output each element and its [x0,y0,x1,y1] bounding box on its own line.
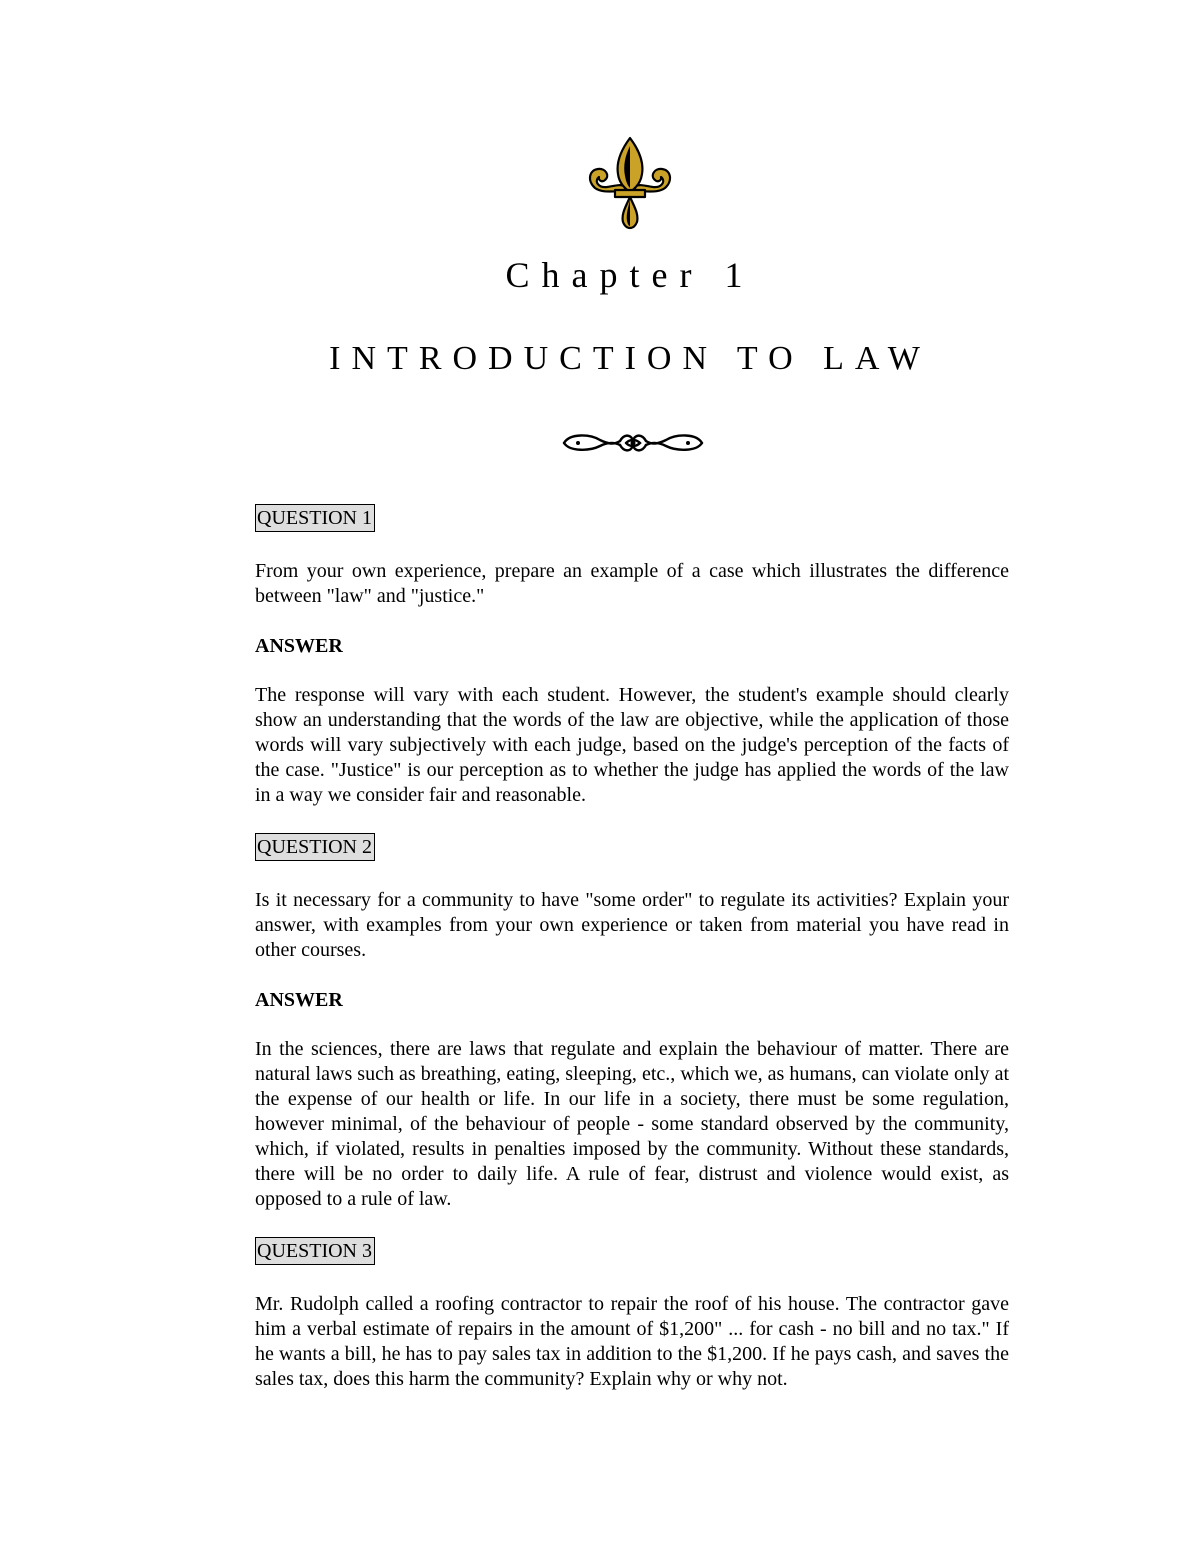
question-label: QUESTION 3 [255,1237,375,1265]
answer-label: ANSWER [255,989,343,1011]
document-content [255,504,1009,1392]
chapter-subtitle: INTRODUCTION TO LAW [329,340,931,377]
answer-label: ANSWER [255,635,343,657]
chapter-title: Chapter 1 [505,255,755,295]
question-text: Mr. Rudolph called a roofing contractor to repair the roof of his house. The contractor gave him a verbal estimate of repairs in the amount of $1,200" ... for cash - no bill and no tax." If he wants a bill, he has to pay sales tax in addition to the $1,200. If he pays cash, and saves the sales tax, does this harm the community? Explain why or why not. [255,1293,1009,1390]
question-label: QUESTION 2 [255,833,375,861]
question-text: Is it necessary for a community to have "some order" to regulate its activities? Explain your answer, with examples from your own experience or taken from material you have read in other courses. [255,889,1009,961]
answer-text: In the sciences, there are laws that regulate and explain the behaviour of matter. There are natural laws such as breathing, eating, sleeping, etc., which we, as humans, can violate only at the expense of our health or life. In our life in a society, there must be some regulation, however minimal, of the behaviour of people - some standard observed by the community, which, if violated, results in penalties imposed by the community. Without these standards, there will be no order to daily life. A rule of fear, distrust and violence would exist, as opposed to a rule of law. [255,1038,1009,1210]
question-text: From your own experience, prepare an example of a case which illustrates the difference between "law" and "justice." [255,560,1009,607]
answer-text: The response will vary with each student. However, the student's example should clearly show an understanding that the words of the law are objective, while the application of those words will vary subjectively with each judge, based on the judge's perception of the facts of the case. "Justice" is our perception as to whether the judge has applied the words of the law in a way we consider fair and reasonable. [255,684,1009,806]
fleur-de-lis-icon [585,136,675,230]
ornament-divider-icon [560,428,706,458]
question-label: QUESTION 1 [255,504,375,532]
